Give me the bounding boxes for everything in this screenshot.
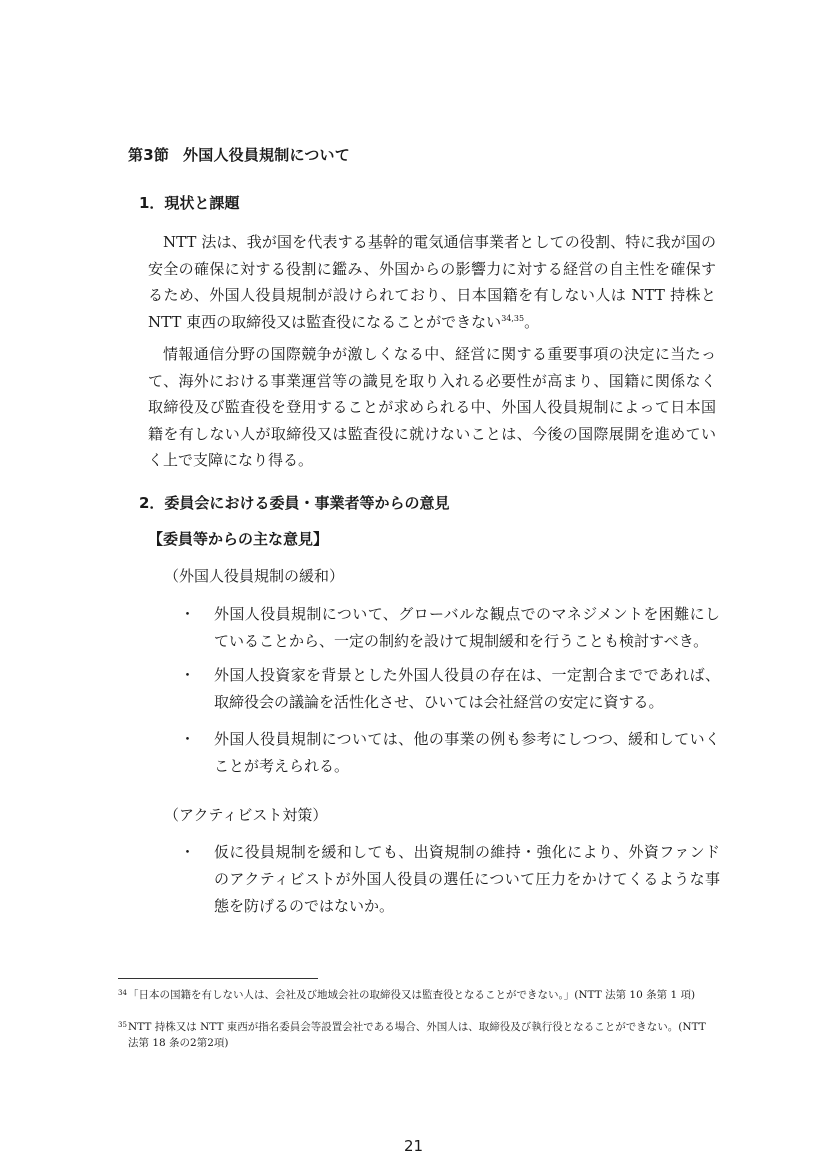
category-label-activist: （アクティビスト対策） [164, 806, 328, 824]
page-number: 21 [403, 1137, 424, 1155]
paragraph-international-competition: 情報通信分野の国際競争が激しくなる中、経営に関する重要事項の決定に当たって、海外における事業運営等の識見を取り入れる必要性が高まり、国籍に関係なく取締役及び監査役を登用することが求められる中、外国人役員規制によって日本国籍を有しない人が取締役又は監査役に就けないことは、今後の国際展開を進めていく上で支障になり得る。 [148, 345, 716, 469]
footnote-text: NTT 持株又は NTT 東西が指名委員会等設置会社である場合、外国人は、取締役及び執行役となることができない。(NTT 法第 18 条の2第2項) [128, 1021, 706, 1049]
footnote-34 [118, 988, 718, 1004]
bullet-symbol: ・ [180, 843, 196, 861]
subsection-heading-opinions: 2．委員会における委員・事業者等からの意見 [139, 494, 450, 512]
section-number: 第3節 [128, 146, 170, 164]
footnote-number: 35 [118, 1021, 127, 1029]
footnote-text: 「日本の国籍を有しない人は、会社及び地域会社の取締役又は監査役となることができない。」(NTT 法第 10 条第 1 項) [128, 989, 696, 1001]
list-item [180, 839, 720, 920]
footnote-number: 34 [118, 989, 127, 997]
section-title [128, 144, 350, 165]
list-item [180, 601, 720, 655]
paragraph-ntt-law-text: NTT 法は、我が国を代表する基幹的電気通信事業者としての役割、特に我が国の安全の確保に対する役割に鑑み、外国からの影響力に対する経営の自主性を確保するため、外国人役員規制が設けられており、日本国籍を有しない人は NTT 持株と NTT 東西の取締役又は監査役になることができない [148, 233, 716, 331]
bullet-symbol: ・ [180, 666, 196, 684]
list-item-text: 外国人投資家を背景とした外国人役員の存在は、一定割合までであれば、取締役会の議論を活性化させ、ひいては会社経営の安定に資する。 [214, 666, 720, 711]
category-label-deregulation: （外国人役員規制の緩和） [164, 567, 345, 585]
footnote-35 [118, 1020, 718, 1051]
paragraph-ntt-law-end: 。 [524, 312, 540, 331]
list-item-text: 仮に役員規制を緩和しても、出資規制の維持・強化により、外資ファンドのアクティビストが外国人役員の選任について圧力をかけてくるような事態を防げるのではないか。 [214, 843, 720, 915]
list-item-text: 外国人役員規制について、グローバルな観点でのマネジメントを困難にしていることから、一定の制約を設けて規制緩和を行うことも検討すべき。 [214, 605, 720, 650]
list-item-text: 外国人役員規制については、他の事業の例も参考にしつつ、緩和していくことが考えられる。 [214, 730, 720, 775]
subsection-heading-current-status: 1．現状と課題 [139, 194, 240, 212]
section-title-text: 外国人役員規制について [183, 146, 350, 164]
list-item [180, 662, 720, 716]
footnote-separator [118, 978, 318, 979]
footnote-refs: 34,35 [501, 313, 525, 323]
bullet-symbol: ・ [180, 730, 196, 748]
list-item [180, 726, 720, 780]
main-opinions-heading: 【委員等からの主な意見】 [148, 530, 329, 548]
bullet-symbol: ・ [180, 605, 196, 623]
paragraph-ntt-law [148, 229, 716, 335]
